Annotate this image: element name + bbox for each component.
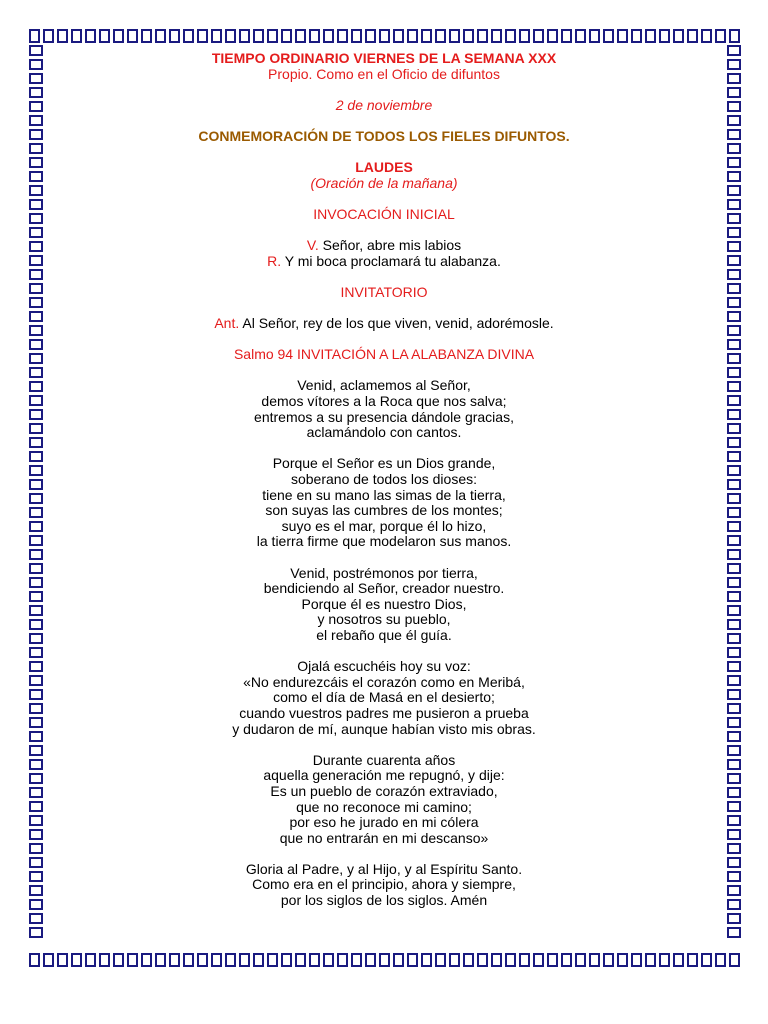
border-link [562,30,571,42]
border-link [728,928,740,937]
psalm-line: Venid, aclamemos al Señor, [297,377,471,394]
border-link [716,954,725,966]
document-content [60,51,708,909]
border-link [688,30,697,42]
border-link [30,74,42,83]
border-link [30,424,42,433]
border-link [728,634,740,643]
border-link [604,30,613,42]
response-marker: R. [267,252,282,269]
psalm-stanza [60,566,708,644]
border-link [30,788,42,797]
border-link [44,30,53,42]
page-title: TIEMPO ORDINARIO VIERNES DE LA SEMANA XXX [211,50,557,66]
psalm-line: demos vítores a la Roca que nos salva; [261,393,507,410]
border-link [30,228,42,237]
border-link [730,954,739,966]
border-link [728,74,740,83]
psalm-line: como el día de Masá en el desierto; [273,689,495,706]
border-link [728,676,740,685]
border-link [114,954,123,966]
border-link [632,954,641,966]
border-link [728,298,740,307]
border-link [366,954,375,966]
border-link [30,284,42,293]
border-link [30,914,42,923]
psalm-heading: Salmo 94 INVITACIÓN A LA ALABANZA DIVINA [233,346,535,363]
border-link [128,30,137,42]
border-link [30,130,42,139]
psalm-line: entremos a su presencia dándole gracias, [254,408,514,425]
versicle-text: Señor, abre mis labios [318,237,462,254]
border-link [716,30,725,42]
border-link [30,508,42,517]
border-link [728,438,740,447]
border-link [728,256,740,265]
border-link [30,872,42,881]
border-link [226,954,235,966]
border-link [30,774,42,783]
border-link [240,30,249,42]
border-link [728,550,740,559]
border-link [30,620,42,629]
border-link [86,30,95,42]
border-link [30,886,42,895]
border-link [128,954,137,966]
border-link [728,466,740,475]
border-link [728,200,740,209]
invitatorio-heading: INVITATORIO [340,283,428,300]
border-link [728,116,740,125]
psalm-body [60,378,708,908]
versicle-line [60,238,708,254]
border-link [30,30,39,42]
border-link [728,102,740,111]
border-link [728,830,740,839]
border-link [30,172,42,181]
border-link [728,312,740,321]
border-link [30,746,42,755]
border-link [30,816,42,825]
border-link [30,844,42,853]
border-link [492,954,501,966]
psalm-line: por los siglos de los siglos. Amén [280,892,488,909]
response-text: Y mi boca proclamará tu alabanza. [281,252,501,269]
psalm-line: Como era en el principio, ahora y siempre, [252,876,516,893]
border-link [44,954,53,966]
border-link [590,954,599,966]
border-link [632,30,641,42]
commemoration-heading: CONMEMORACIÓN DE TODOS LOS FIELES DIFUNTOS. [198,127,570,144]
psalm-line: suyo es el mar, porque él lo hizo, [281,517,487,534]
border-link [30,676,42,685]
border-link [422,954,431,966]
psalm-line: Durante cuarenta años [312,751,456,768]
border-link [282,30,291,42]
psalm-line: que no entrarán en mi descanso» [279,829,489,846]
border-link [30,830,42,839]
border-link [30,704,42,713]
border-link [30,438,42,447]
border-link [534,30,543,42]
border-link [422,30,431,42]
border-link [30,648,42,657]
antiphon-marker: Ant. [214,315,240,332]
border-link [30,690,42,699]
psalm-line: por eso he jurado en mi cólera [289,814,479,831]
border-link [728,382,740,391]
border-link [30,214,42,223]
border-link [728,690,740,699]
border-link [30,382,42,391]
border-link [728,452,740,461]
border-link [728,228,740,237]
border-link [30,200,42,209]
border-link [728,158,740,167]
border-link [30,410,42,419]
psalm-line: Ojalá escuchéis hoy su voz: [297,658,471,675]
psalm-line: que no reconoce mi camino; [296,798,472,815]
border-link [728,704,740,713]
border-link [576,30,585,42]
border-link [688,954,697,966]
border-link [728,410,740,419]
border-link [142,30,151,42]
border-link [728,802,740,811]
border-link [728,592,740,601]
border-link [30,494,42,503]
border-link [618,954,627,966]
border-link [728,144,740,153]
border-link [520,30,529,42]
border-link [156,954,165,966]
border-link [30,102,42,111]
border-link [646,30,655,42]
border-link [548,30,557,42]
border-link [728,816,740,825]
antiphon-text: Al Señor, rey de los que viven, venid, adorémosle. [239,315,554,332]
border-link [30,564,42,573]
border-link [534,954,543,966]
border-link [728,620,740,629]
border-link [170,954,179,966]
border-link [254,30,263,42]
border-link [394,30,403,42]
border-link [226,30,235,42]
border-link [30,802,42,811]
border-link [30,606,42,615]
border-link [728,662,740,671]
border-link [352,30,361,42]
psalm-line: soberano de todos los dioses: [290,471,477,488]
border-link [30,242,42,251]
border-link [296,954,305,966]
border-link [674,30,683,42]
border-link [212,954,221,966]
border-link [492,30,501,42]
psalm-line: Venid, postrémonos por tierra, [290,564,478,581]
border-link [30,900,42,909]
border-link [702,30,711,42]
border-link [408,30,417,42]
border-link [728,718,740,727]
border-link [450,30,459,42]
border-link [30,466,42,475]
border-link [728,186,740,195]
border-link [30,46,42,55]
border-link [30,186,42,195]
border-link [728,88,740,97]
border-link [114,30,123,42]
border-link [30,732,42,741]
border-link [436,30,445,42]
border-link [520,954,529,966]
border-link [728,270,740,279]
border-link [728,564,740,573]
border-link [30,298,42,307]
border-link [30,88,42,97]
border-link [58,30,67,42]
border-link [198,30,207,42]
border-link [58,954,67,966]
border-link [548,954,557,966]
border-link [268,954,277,966]
border-link [728,900,740,909]
border-link [100,30,109,42]
border-link [728,46,740,55]
border-link [254,954,263,966]
psalm-line: son suyas las cumbres de los montes; [265,502,503,519]
border-link [728,340,740,349]
border-link [660,30,669,42]
border-link [728,480,740,489]
border-link [30,270,42,279]
border-link [728,172,740,181]
border-link [240,954,249,966]
border-link [30,522,42,531]
border-link [30,60,42,69]
border-link [30,396,42,405]
border-link [728,606,740,615]
psalm-line: tiene en su mano las simas de la tierra, [262,486,506,503]
psalm-stanza [60,862,708,909]
border-link [728,130,740,139]
date-line: 2 de noviembre [335,96,433,113]
invocacion-heading: INVOCACIÓN INICIAL [313,205,455,222]
border-link [604,954,613,966]
border-link [30,858,42,867]
border-link [30,662,42,671]
laudes-heading: LAUDES [355,159,413,176]
border-link [30,550,42,559]
border-link [408,954,417,966]
border-link [184,30,193,42]
border-link [100,954,109,966]
border-link [282,954,291,966]
border-link [30,312,42,321]
border-link [506,954,515,966]
border-link [728,844,740,853]
psalm-line: la tierra firme que modelaron sus manos. [256,533,512,550]
border-link [728,494,740,503]
border-link [730,30,739,42]
border-link [366,30,375,42]
laudes-subtitle: (Oración de la mañana) [310,174,458,191]
border-link [72,954,81,966]
border-link [660,954,669,966]
psalm-line: «No endurezcáis el corazón como en Meribá, [243,673,525,690]
border-link [30,536,42,545]
border-link [728,886,740,895]
border-link [198,954,207,966]
border-link [310,30,319,42]
border-link [30,578,42,587]
border-link [30,158,42,167]
border-link [728,746,740,755]
border-link [30,592,42,601]
antiphon-line [60,316,708,332]
border-link [380,30,389,42]
border-link [30,760,42,769]
border-link [30,144,42,153]
psalm-line: Es un pueblo de corazón extraviado, [270,782,498,799]
border-link [394,954,403,966]
border-link [728,732,740,741]
border-link [728,508,740,517]
border-link [674,954,683,966]
psalm-line: aquella generación me repugnó, y dije: [263,767,505,784]
border-link [296,30,305,42]
border-link [728,354,740,363]
border-link [702,954,711,966]
border-link [728,578,740,587]
border-link [30,634,42,643]
border-link [30,256,42,265]
border-link [646,954,655,966]
border-link [30,928,42,937]
border-link [590,30,599,42]
border-link [184,954,193,966]
border-link [324,954,333,966]
border-link [728,872,740,881]
psalm-line: el rebaño que él guía. [316,626,452,643]
border-link [380,954,389,966]
psalm-stanza [60,659,708,737]
border-link [30,354,42,363]
psalm-stanza [60,456,708,550]
border-link [30,326,42,335]
border-link [30,340,42,349]
border-link [212,30,221,42]
border-link [450,954,459,966]
border-link [562,954,571,966]
psalm-line: Porque él es nuestro Dios, [301,595,467,612]
border-link [728,368,740,377]
border-link [728,424,740,433]
border-link [728,536,740,545]
border-link [338,954,347,966]
border-link [728,858,740,867]
psalm-stanza [60,753,708,847]
border-link [728,760,740,769]
border-link [324,30,333,42]
border-link [728,522,740,531]
border-link [478,954,487,966]
border-link [618,30,627,42]
border-link [30,452,42,461]
border-link [30,480,42,489]
border-link [30,718,42,727]
response-line [60,254,708,270]
versicle-marker: V. [306,237,319,254]
border-link [30,116,42,125]
border-link [478,30,487,42]
psalm-line: aclamándolo con cantos. [306,424,462,441]
psalm-line: cuando vuestros padres me pusieron a prueba [239,704,529,721]
border-link [728,242,740,251]
border-link [506,30,515,42]
border-link [352,954,361,966]
page-subtitle: Propio. Como en el Oficio de difuntos [268,65,500,82]
border-link [728,284,740,293]
border-link [728,774,740,783]
border-link [86,954,95,966]
psalm-line: Porque el Señor es un Dios grande, [272,455,496,472]
border-link [464,954,473,966]
border-link [142,954,151,966]
border-link [728,648,740,657]
border-link [728,788,740,797]
border-link [268,30,277,42]
psalm-line: bendiciendo al Señor, creador nuestro. [263,580,505,597]
border-link [156,30,165,42]
psalm-line: y nosotros su pueblo, [317,611,451,628]
border-link [728,914,740,923]
psalm-stanza [60,378,708,440]
psalm-line: y dudaron de mí, aunque habían visto mis obras. [232,720,536,737]
psalm-line: Gloria al Padre, y al Hijo, y al Espíritu Santo. [245,860,523,877]
border-link [728,214,740,223]
border-link [338,30,347,42]
border-link [30,954,39,966]
border-link [728,326,740,335]
border-link [30,368,42,377]
border-link [728,60,740,69]
border-link [310,954,319,966]
border-link [170,30,179,42]
border-link [728,396,740,405]
border-link [464,30,473,42]
border-link [436,954,445,966]
border-link [576,954,585,966]
border-link [72,30,81,42]
